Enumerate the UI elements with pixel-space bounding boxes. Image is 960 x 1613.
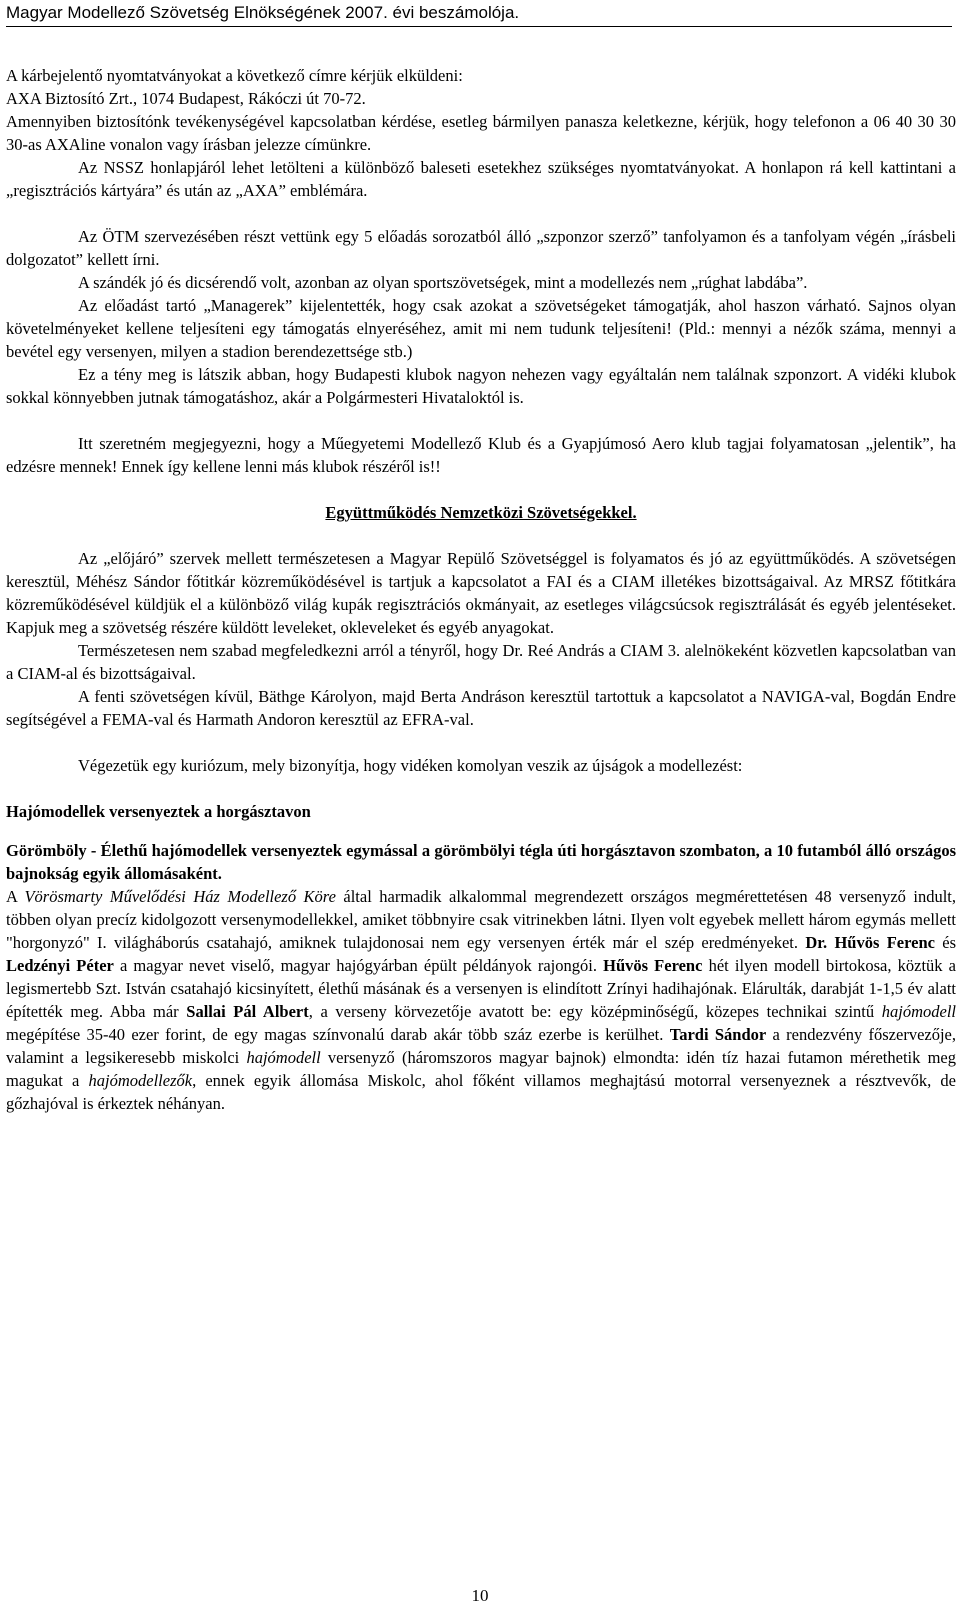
text-span: , ennek egyik állomása Miskolc, ahol főként villamos meghajtású motorral versenyeznek a résztvevők, de gőzhajóval is érkeztek néhányan. [6, 1071, 956, 1113]
paragraph: A szándék jó és dicsérendő volt, azonban az olyan sportszövetségek, mint a modellezés nem „rúghat labdába”. [78, 273, 808, 292]
bold-name: Tardi Sándor [669, 1025, 767, 1044]
text-span: hét ilyen modell birtokosa, köztük a legismertebb Szt. István csatahajó kicsinyített, élethű másának és a versenyen is elindított Zrínyi hadihajónak. Elárulták, darabját 1-1,5 év alatt építették meg. Abba már [6, 956, 956, 1021]
article-lead: Görömböly - Élethű hajómodellek versenyeztek egymással a görömbölyi tégla úti horgásztavon szombaton, a 10 futamból álló országos bajnokság egyik állomásaként. [6, 841, 956, 883]
bold-name: Sallai Pál Albert [186, 1002, 309, 1021]
paragraph: Természetesen nem szabad megfeledkezni arról a tényről, hogy Dr. Reé András a CIAM 3. alelnökeként közvetlen kapcsolatban van a CIAM-al és bizottságaival. [6, 641, 956, 683]
bold-name: Ledzényi Péter [6, 956, 114, 975]
page-number: 10 [471, 1586, 489, 1605]
paragraph: Itt szeretném megjegyezni, hogy a Műegyetemi Modellező Klub és a Gyapjúmosó Aero klub tagjai folyamatosan „jelentik”, ha edzésre mennek! Ennek így kellene lenni más klubok részéről is!! [6, 434, 956, 476]
paragraph: A kárbejelentő nyomtatványokat a következő címre kérjük elküldeni: [6, 66, 463, 85]
text-span: és [934, 933, 956, 952]
paragraph: Amennyiben biztosítónk tevékenységével kapcsolatban kérdése, esetleg bármilyen panasza keletkezne, kérjük, hogy telefonon a 06 40 30 30 30-as AXAline vonalon vagy írásban jelezze címünkre. [6, 112, 956, 154]
paragraph: A fenti szövetségen kívül, Bäthge Károlyon, majd Berta Andráson keresztül tartottuk a kapcsolatot a NAVIGA-val, Bogdán Endre segítségével a FEMA-val és Harmath Andoron keresztül az EFRA-val. [6, 687, 956, 729]
text-span: megépítése 35-40 ezer forint, de egy magas színvonalú darab akár több száz ezerbe is kerülhet. [6, 1025, 670, 1044]
italic-span: hajómodell [881, 1002, 956, 1021]
article-heading: Hajómodellek versenyeztek a horgásztavon [6, 802, 311, 821]
text-span: a rendezvény főszervezője, valamint a legsikeresebb miskolci [6, 1025, 956, 1067]
italic-span: hajómodellezők [88, 1071, 193, 1090]
text-span: által harmadik alkalommal megrendezett országos megmérettetésen 48 versenyző indult, többen olyan precíz kidolgozott versenymodellekkel, amiket többnyire csak vitrinekben látni. Ilyen volt egyebek mellett három egymás mellett "horgonyzó" I. világháborús csatahajó, amiknek tulajdonosai nem egy versenyen érték már el szép eredményeket. [6, 887, 956, 952]
italic-span: Vörösmarty Művelődési Ház Modellező Köre [24, 887, 336, 906]
paragraph: Ez a tény meg is látszik abban, hogy Budapesti klubok nagyon nehezen vagy egyáltalán nem találnak szponzort. A vidéki klubok sokkal könnyebben jutnak támogatáshoz, akár a Polgármesteri Hivataloktól is. [6, 365, 956, 407]
bold-name: Dr. Hűvös Ferenc [805, 933, 935, 952]
text-span: a magyar nevet viselő, magyar hajógyárban épült példányok rajongói. [113, 956, 604, 975]
document-title: Magyar Modellező Szövetség Elnökségének 2007. évi beszámolója. [6, 3, 520, 22]
text-span: A [6, 887, 25, 906]
page-header [6, 2, 952, 27]
text-span: , a verseny körvezetője avatott be: egy középminőségű, közepes technikai szintű [308, 1002, 882, 1021]
paragraph: Az „előjáró” szervek mellett természetesen a Magyar Repülő Szövetséggel is folyamatos és jó az együttműködés. A szövetségen keresztül, Méhész Sándor főtitkár közreműködésével is tartjuk a kapcsolatot a FAI és a CIAM illetékes bizottságaival. Az MRSZ főtitkára közreműködésével küldjük el a különböző világ kupák regisztrációs okmányait, az esetleges világcsúcsok regisztrálását és egyéb jelentéseket. Kapjuk meg a szövetség részére küldött leveleket, okleveleket és egyéb anyagokat. [6, 549, 956, 637]
paragraph: Végezetük egy kuriózum, mely bizonyítja, hogy vidéken komolyan veszik az újságok a modellezést: [78, 756, 743, 775]
paragraph: Az NSSZ honlapjáról lehet letölteni a különböző baleseti esetekhez szükséges nyomtatványokat. A honlapon rá kell kattintani a „regisztrációs kártyára” és után az „AXA” emblémára. [6, 158, 956, 200]
paragraph: Az előadást tartó „Managerek” kijelentették, hogy csak azokat a szövetségeket támogatják, ahol haszon várható. Sajnos olyan követelményeket kellene teljesíteni egy támogatás elnyeréséhez, amit mi nem tudunk teljesíteni! (Pld.: mennyi a nézők száma, mennyi a bevétel egy versenyen, milyen a stadion berendezettsége stb.) [6, 296, 956, 361]
document-body [6, 64, 956, 1115]
bold-name: Hűvös Ferenc [603, 956, 703, 975]
italic-span: hajómodell [246, 1048, 321, 1067]
section-heading: Együttműködés Nemzetközi Szövetségekkel. [325, 503, 637, 522]
paragraph: Az ÖTM szervezésében részt vettünk egy 5 előadás sorozatból álló „szponzor szerző” tanfolyamon és a tanfolyam végén „írásbeli dolgozatot” kellett írni. [6, 227, 956, 269]
paragraph: AXA Biztosító Zrt., 1074 Budapest, Rákóczi út 70-72. [6, 89, 366, 108]
text-span: versenyző (háromszoros magyar bajnok) elmondta: idén tíz hazai futamon mérethetik meg magukat a [6, 1048, 956, 1090]
article-paragraph [6, 885, 956, 1115]
